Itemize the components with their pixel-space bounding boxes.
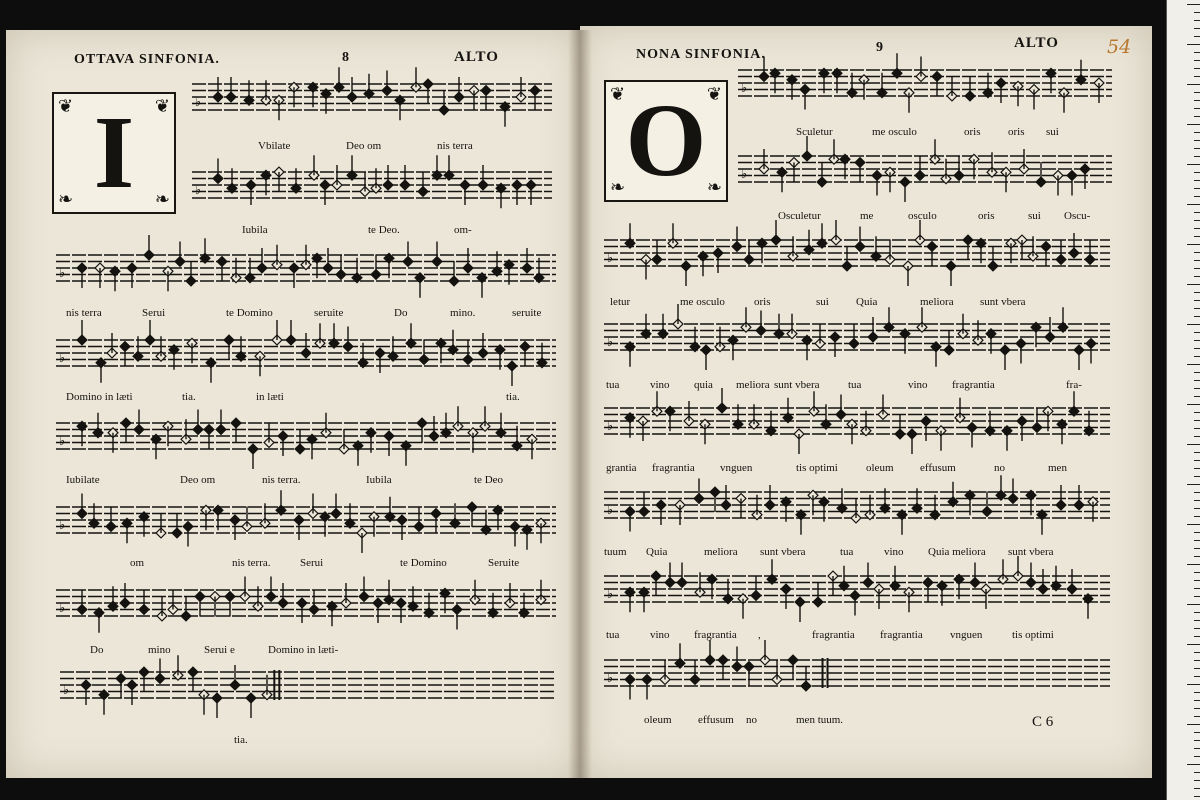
ruler-tick [1194,116,1200,117]
right-title: NONA SINFONIA. [636,47,766,62]
right-staff [604,640,1110,700]
ruler-tick [1194,20,1200,21]
ruler-tick [1187,204,1200,205]
left-lyric-syllable: seruite [512,307,542,319]
clef-mark: ♭ [59,266,66,281]
right-lyric-syllable: tua [606,629,620,641]
right-lyric-syllable: no [994,462,1005,474]
right-lyric-syllable: oris [978,210,995,222]
right-staff [738,53,1112,113]
right-lyric-syllable: sui [816,296,829,308]
right-folio: 9 [876,40,883,55]
left-lyric-syllable: Iubilate [66,474,100,486]
left-lyric-syllable: nis terra. [262,474,301,486]
right-lyric-syllable: fragrantia [694,629,737,641]
right-lyric-syllable: sui [1028,210,1041,222]
left-lyric-syllable: mino. [450,307,476,319]
clef-mark: ♭ [195,183,202,198]
clef-mark: ♭ [607,587,614,602]
left-staff [192,67,552,127]
right-lyric-syllable: vino [650,629,670,641]
ruler-tick [1187,724,1200,725]
left-staff [56,577,556,633]
ruler-tick [1194,180,1200,181]
right-lyric-syllable: sui [1046,126,1059,138]
ruler-tick [1194,692,1200,693]
ruler-tick [1194,196,1200,197]
left-lyric-syllable: Seruite [488,557,520,569]
ruler-tick [1187,4,1200,5]
left-staff [192,155,552,208]
ruler-tick [1194,516,1200,517]
right-lyric-syllable: fragrantia [880,629,923,641]
ruler-tick [1194,332,1200,333]
right-lyric-syllable: tuum [604,546,627,558]
ruler-tick [1194,660,1200,661]
ruler-tick [1187,84,1200,85]
ruler-tick [1194,100,1200,101]
clef-mark: ♭ [607,335,614,350]
left-lyric-syllable: tia. [234,734,248,746]
left-staff [60,655,556,718]
ruler-tick [1194,52,1200,53]
right-lyric-syllable: effusum [698,714,734,726]
left-lyric-syllable: Vbilate [258,140,291,152]
right-staff [604,220,1110,286]
handwritten-page-number: 54 [1107,36,1132,58]
clef-mark: ♭ [607,251,614,266]
left-lyric-syllable: Serui e [204,644,235,656]
right-lyric-syllable: tis optimi [796,462,838,474]
right-staff [604,556,1110,622]
ruler-tick [1194,532,1200,533]
ruler-tick [1194,148,1200,149]
ruler-tick [1194,76,1200,77]
measuring-ruler [1166,0,1200,800]
left-decorated-initial: ❦ ❦ ❧ ❧ I [52,92,176,214]
ruler-tick [1194,212,1200,213]
right-lyric-syllable: oris [1008,126,1025,138]
right-lyric-syllable: vino [884,546,904,558]
ruler-tick [1194,772,1200,773]
ruler-tick [1194,508,1200,509]
left-lyric-syllable: seruite [314,307,344,319]
ruler-tick [1194,612,1200,613]
ruler-tick [1187,404,1200,405]
ruler-tick [1187,684,1200,685]
left-lyric-syllable: om [130,557,145,569]
right-lyric-syllable: oleum [644,714,672,726]
left-lyric-syllable: Deo om [346,140,382,152]
ruler-tick [1194,452,1200,453]
right-lyric-syllable: Sculetur [796,126,833,138]
ruler-tick [1194,652,1200,653]
left-lyric-syllable: Iubila [366,474,392,486]
ruler-tick [1194,580,1200,581]
right-lyric-syllable: osculo [908,210,937,222]
left-lyric-syllable: Serui [142,307,166,319]
ruler-tick [1194,356,1200,357]
ruler-tick [1194,500,1200,501]
left-lyric-syllable: mino [148,644,171,656]
clef-mark: ♭ [59,351,66,366]
ruler-tick [1194,140,1200,141]
ruler-tick [1194,628,1200,629]
ruler-tick [1194,548,1200,549]
ruler-tick [1194,588,1200,589]
ruler-tick [1187,484,1200,485]
ruler-tick [1194,268,1200,269]
ruler-tick [1187,364,1200,365]
ruler-tick [1194,700,1200,701]
left-lyric-syllable: Domino in læti [66,391,133,403]
ruler-tick [1194,340,1200,341]
right-decorated-initial: ❦ ❦ ❧ ❧ O [604,80,728,202]
ruler-tick [1194,740,1200,741]
right-lyric-syllable: Quia [856,296,878,308]
ruler-tick [1194,556,1200,557]
ruler-tick [1187,244,1200,245]
ruler-tick [1187,44,1200,45]
left-initial-letter: I [93,95,135,210]
ruler-tick [1194,156,1200,157]
right-lyric-syllable: me osculo [872,126,917,138]
ruler-tick [1194,492,1200,493]
ruler-tick [1194,300,1200,301]
left-lyric-syllable: tia. [182,391,196,403]
ruler-tick [1194,92,1200,93]
ruler-tick [1194,380,1200,381]
ruler-tick [1194,476,1200,477]
right-initial-letter: O [625,83,707,198]
left-lyric-syllable: Deo om [180,474,216,486]
right-lyric-syllable: sunt vbera [760,546,806,558]
clef-mark: ♭ [195,95,202,110]
ruler-tick [1194,372,1200,373]
right-lyric-syllable: meliora [920,296,954,308]
clef-mark: ♭ [59,434,66,449]
ruler-tick [1194,756,1200,757]
clef-mark: ♭ [63,683,70,698]
ruler-tick [1194,172,1200,173]
right-lyric-syllable: me osculo [680,296,725,308]
ruler-tick [1194,708,1200,709]
right-lyric-syllable: oris [754,296,771,308]
ruler-tick [1194,396,1200,397]
ruler-tick [1194,12,1200,13]
ruler-tick [1194,260,1200,261]
left-lyric-syllable: om- [454,224,472,236]
right-lyric-syllable: Quia meliora [928,546,986,558]
right-staff [738,136,1112,202]
right-lyric-syllable: sunt vbera [980,296,1026,308]
right-lyric-syllable: Oscu- [1064,210,1091,222]
left-lyric-syllable: tia. [506,391,520,403]
right-lyric-syllable: vino [650,379,670,391]
ruler-tick [1187,284,1200,285]
ruler-tick [1194,620,1200,621]
ruler-tick [1187,764,1200,765]
left-lyric-syllable: Do [394,307,408,319]
ruler-tick [1194,252,1200,253]
left-lyric-syllable: te Domino [226,307,273,319]
ruler-tick [1194,788,1200,789]
right-lyric-syllable: grantia [606,462,637,474]
left-lyric-syllable: nis terra [437,140,473,152]
right-lyric-syllable: Osculetur [778,210,821,222]
ruler-tick [1194,412,1200,413]
right-lyric-syllable: vino [908,379,928,391]
ruler-tick [1194,108,1200,109]
right-lyric-syllable: Quia [646,546,668,558]
clef-mark: ♭ [607,671,614,686]
ruler-tick [1194,316,1200,317]
clef-mark: ♭ [59,518,66,533]
left-lyric-syllable: in læti [256,391,284,403]
clef-mark: ♭ [741,167,748,182]
ruler-tick [1194,420,1200,421]
ruler-tick [1194,292,1200,293]
ruler-tick [1194,36,1200,37]
ruler-tick [1194,468,1200,469]
right-lyric-syllable: fragrantia [952,379,995,391]
left-staff [56,406,556,469]
right-lyric-syllable: men [1048,462,1067,474]
left-lyric-syllable: Serui [300,557,324,569]
right-lyric-syllable: sunt vbera [1008,546,1054,558]
left-lyric-syllable: nis terra. [232,557,271,569]
ruler-tick [1194,668,1200,669]
left-folio: 8 [342,50,349,65]
right-lyric-syllable: tua [606,379,620,391]
right-lyric-syllable: quia [694,379,713,391]
ruler-tick [1187,324,1200,325]
ruler-tick [1194,460,1200,461]
clef-mark: ♭ [607,419,614,434]
right-lyric-syllable: fragrantia [812,629,855,641]
ruler-tick [1194,388,1200,389]
ruler-tick [1194,348,1200,349]
right-lyric-syllable: oleum [866,462,894,474]
ruler-tick [1194,716,1200,717]
right-lyric-syllable: me [860,210,874,222]
clef-mark: ♭ [607,503,614,518]
right-lyric-syllable: letur [610,296,631,308]
signature-mark: C 6 [1032,714,1054,730]
ruler-tick [1194,308,1200,309]
ruler-tick [1194,276,1200,277]
right-lyric-syllable: fragrantia [652,462,695,474]
ruler-tick [1194,596,1200,597]
ruler-tick [1194,436,1200,437]
right-lyric-syllable: vnguen [950,629,983,641]
ruler-tick [1194,60,1200,61]
right-lyric-syllable: fra- [1066,379,1082,391]
ruler-tick [1194,428,1200,429]
ruler-tick [1194,796,1200,797]
clef-mark: ♭ [741,81,748,96]
ruler-tick [1194,68,1200,69]
ruler-tick [1194,28,1200,29]
right-staff [604,388,1110,454]
right-lyric-syllable: vnguen [720,462,753,474]
right-part-label: ALTO [1014,35,1059,51]
ruler-tick [1194,732,1200,733]
left-lyric-syllable: te Domino [400,557,447,569]
right-lyric-syllable: sunt vbera [774,379,820,391]
left-lyric-syllable: te Deo. [368,224,400,236]
right-lyric-syllable: , [758,629,761,641]
ruler-tick [1187,444,1200,445]
left-lyric-syllable: Do [90,644,104,656]
right-lyric-syllable: tua [848,379,862,391]
ruler-tick [1194,188,1200,189]
ruler-tick [1187,124,1200,125]
left-staff [56,320,556,386]
left-lyric-syllable: Iubila [242,224,268,236]
right-lyric-syllable: effusum [920,462,956,474]
ruler-tick [1187,524,1200,525]
ruler-tick [1187,164,1200,165]
ruler-tick [1194,636,1200,637]
left-title: OTTAVA SINFONIA. [74,52,220,67]
right-lyric-syllable: no [746,714,757,726]
right-lyric-syllable: oris [964,126,981,138]
right-staff [604,475,1110,535]
ruler-tick [1194,220,1200,221]
right-lyric-syllable: meliora [704,546,738,558]
left-lyric-syllable: nis terra [66,307,102,319]
ruler-tick [1194,676,1200,677]
left-lyric-syllable: te Deo [474,474,504,486]
left-lyric-syllable: Domino in læti- [268,644,339,656]
right-lyric-syllable: tis optimi [1012,629,1054,641]
ruler-tick [1194,780,1200,781]
ruler-tick [1194,236,1200,237]
ruler-tick [1187,604,1200,605]
left-staff [56,490,556,553]
right-lyric-syllable: men tuum. [796,714,844,726]
ruler-tick [1187,564,1200,565]
right-staff [604,304,1110,370]
right-lyric-syllable: meliora [736,379,770,391]
ruler-tick [1194,228,1200,229]
ruler-tick [1194,132,1200,133]
right-lyric-syllable: tua [840,546,854,558]
left-part-label: ALTO [454,49,499,65]
ruler-tick [1187,644,1200,645]
ruler-tick [1194,748,1200,749]
left-staff [56,235,556,298]
clef-mark: ♭ [59,601,66,616]
ruler-tick [1194,572,1200,573]
ruler-tick [1194,540,1200,541]
